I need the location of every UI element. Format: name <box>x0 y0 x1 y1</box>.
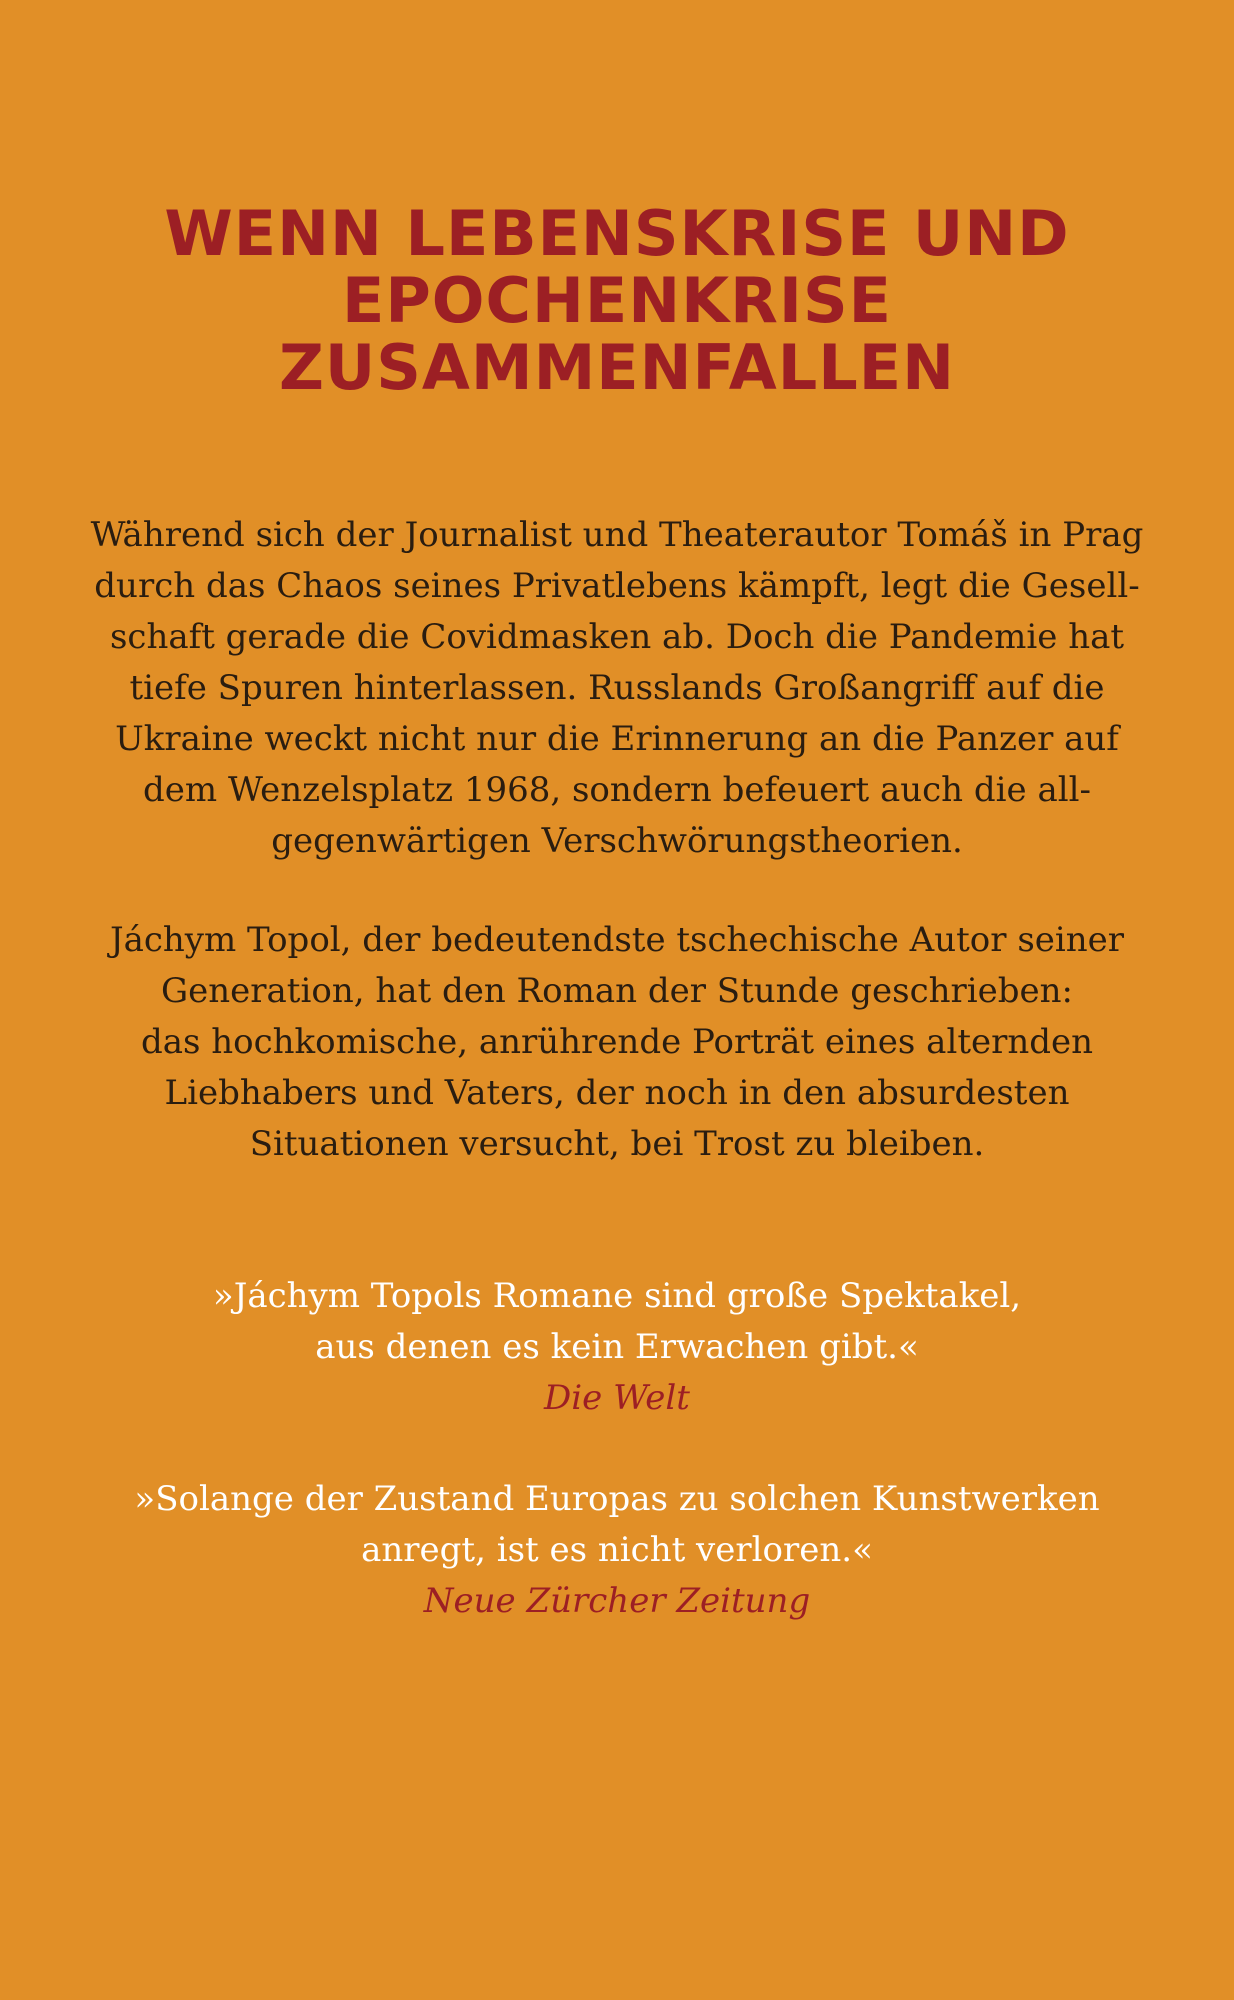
blurb-line: dem Wenzelsplatz 1968, sondern befeuert auch die all- <box>143 770 1091 810</box>
blurb-line: Liebhabers und Vaters, der noch in den absurdesten <box>164 1073 1070 1113</box>
quote-source: Neue Zürcher Zeitung <box>423 1581 811 1621</box>
blurb-line: tiefe Spuren hinterlassen. Russlands Großangriff auf die <box>129 668 1105 708</box>
quote-line: aus denen es kein Erwachen gibt.« <box>315 1327 919 1367</box>
quote-line: »Jáchym Topols Romane sind große Spektakel, <box>212 1276 1022 1316</box>
press-quote <box>0 1474 1234 1627</box>
headline <box>0 197 1234 404</box>
blurb-line: das hochkomische, anrührende Porträt eines alternden <box>140 1022 1094 1062</box>
quote-line: »Solange der Zustand Europas zu solchen Kunstwerken <box>134 1479 1100 1519</box>
blurb-line: Jáchym Topol, der bedeutendste tschechische Autor seiner <box>109 920 1125 960</box>
press-quote <box>0 1271 1234 1424</box>
blurb-line: Generation, hat den Roman der Stunde geschrieben: <box>160 971 1073 1011</box>
headline-line: ZUSAMMENFALLEN <box>278 331 956 404</box>
blurb-line: Situationen versucht, bei Trost zu bleiben. <box>249 1124 985 1164</box>
quote-line: anregt, ist es nicht verloren.« <box>361 1530 873 1570</box>
blurb-paragraph-author <box>0 915 1234 1170</box>
quote-source: Die Welt <box>544 1378 690 1418</box>
headline-line: WENN LEBENSKRISE UND <box>164 197 1070 270</box>
blurb-line: durch das Chaos seines Privatlebens kämpft, legt die Gesell- <box>94 566 1140 606</box>
blurb-line: Ukraine weckt nicht nur die Erinnerung an die Panzer auf <box>115 719 1119 759</box>
blurb-paragraph-plot <box>0 510 1234 867</box>
blurb-line: gegenwärtigen Verschwörungstheorien. <box>271 821 963 861</box>
headline-line: EPOCHENKRISE <box>342 264 892 337</box>
blurb-line: Während sich der Journalist und Theaterautor Tomáš in Prag <box>90 515 1144 555</box>
blurb-line: schaft gerade die Covidmasken ab. Doch die Pandemie hat <box>109 617 1125 657</box>
